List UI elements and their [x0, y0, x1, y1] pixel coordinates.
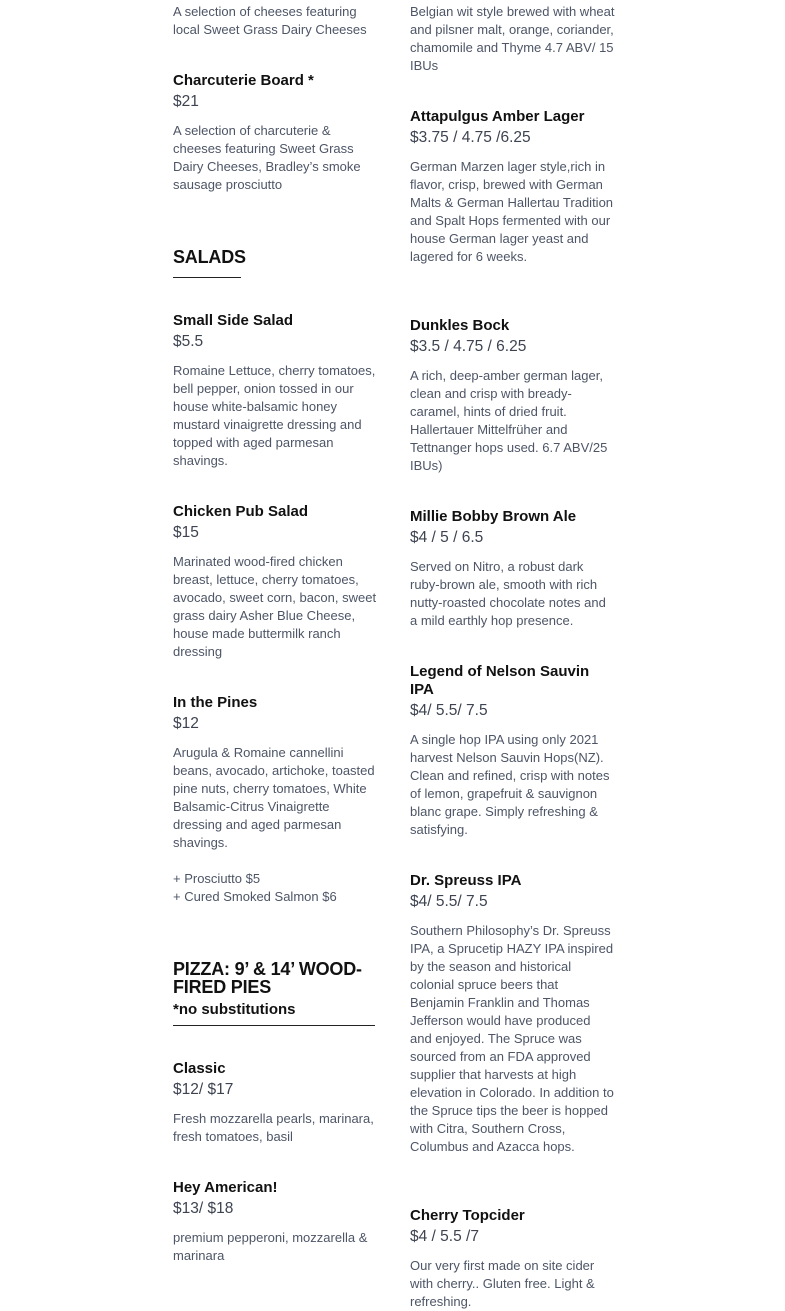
hey-american-pizza-name: Hey American! — [173, 1179, 278, 1196]
millie-bobby-brown-ale-name: Millie Bobby Brown Ale — [410, 508, 577, 525]
cherry-topcider-description: Our very first made on site cider with cherry.. Gluten free. Light & refreshing. — [410, 1258, 595, 1309]
addon-smoked-salmon: + Cured Smoked Salmon $6 — [173, 889, 337, 904]
cheese-board-description: A selection of cheeses featuring local Sweet Grass Dairy Cheeses — [173, 4, 367, 37]
chicken-pub-salad-price: $15 — [173, 524, 199, 541]
classic-pizza-description: Fresh mozzarella pearls, marinara, fresh tomatoes, basil — [173, 1111, 374, 1144]
salads-section-title: SALADS — [173, 247, 246, 267]
amber-lager-price: $3.75 / 4.75 /6.25 — [410, 129, 531, 146]
pizza-section-note: *no substitutions — [173, 1001, 296, 1018]
classic-pizza-price: $12/ $17 — [173, 1081, 234, 1098]
salads-divider — [173, 277, 241, 278]
small-side-salad-name: Small Side Salad — [173, 312, 294, 329]
pizza-divider — [173, 1025, 375, 1026]
amber-lager-description: German Marzen lager style,rich in flavor, crisp, brewed with German Malts & German Hallertau Tradition and Spalt Hops fermented with our house German lager yeast and lagered for 6 weeks. — [410, 159, 614, 264]
in-the-pines-addons — [173, 870, 378, 906]
nelson-sauvin-ipa-price: $4/ 5.5/ 7.5 — [410, 702, 488, 719]
small-side-salad-price: $5.5 — [173, 333, 204, 350]
in-the-pines-description: Arugula & Romaine cannellini beans, avocado, artichoke, toasted pine nuts, cherry tomatoes, White Balsamic-Citrus Vinaigrette dressing and aged parmesan shavings. — [173, 745, 375, 850]
small-side-salad-description: Romaine Lettuce, cherry tomatoes, bell pepper, onion tossed in our house white-balsamic honey mustard vinaigrette dressing and topped with aged parmesan shavings. — [173, 363, 376, 468]
in-the-pines-price: $12 — [173, 715, 199, 732]
pizza-section-title: PIZZA: 9’ & 14’ WOOD-FIRED PIES — [173, 959, 362, 997]
dunkles-bock-price: $3.5 / 4.75 / 6.25 — [410, 338, 527, 355]
hey-american-pizza-price: $13/ $18 — [173, 1200, 234, 1217]
addon-prosciutto: + Prosciutto $5 — [173, 871, 261, 886]
chicken-pub-salad-description: Marinated wood-fired chicken breast, lettuce, cherry tomatoes, avocado, sweet corn, bacon, sweet grass dairy Asher Blue Cheese, house made buttermilk ranch dressing — [173, 554, 377, 659]
amber-lager-name: Attapulgus Amber Lager — [410, 108, 585, 125]
dr-spreuss-ipa-name: Dr. Spreuss IPA — [410, 872, 522, 889]
classic-pizza-name: Classic — [173, 1060, 226, 1077]
belgian-wit-description: Belgian wit style brewed with wheat and pilsner malt, orange, coriander, chamomile and Thyme 4.7 ABV/ 15 IBUs — [410, 4, 615, 73]
nelson-sauvin-ipa-name: Legend of Nelson Sauvin IPA — [410, 663, 590, 698]
millie-bobby-brown-ale-description: Served on Nitro, a robust dark ruby-brown ale, smooth with rich nutty-roasted chocolate notes and a mild earthly hop presence. — [410, 559, 606, 628]
hey-american-pizza-description: premium pepperoni, mozzarella & marinara — [173, 1230, 368, 1263]
charcuterie-board-description: A selection of charcuterie & cheeses featuring Sweet Grass Dairy Cheeses, Bradley’s smoke sausage prosciutto — [173, 123, 361, 192]
dr-spreuss-ipa-description: Southern Philosophy’s Dr. Spreuss IPA, a Sprucetip HAZY IPA inspired by the season and historical colonial spruce beers that Benjamin Franklin and Thomas Jefferson would have produced and enjoyed. The Spruce was sourced from an FDA approved supplier that harvests at high elevation in Colorado. In addition to the Spruce tips the beer is hopped with Citra, Southern Cross, Columbus and Azacca hops. — [410, 923, 614, 1154]
charcuterie-board-price: $21 — [173, 93, 199, 110]
chicken-pub-salad-name: Chicken Pub Salad — [173, 503, 309, 520]
dr-spreuss-ipa-price: $4/ 5.5/ 7.5 — [410, 893, 488, 910]
millie-bobby-brown-ale-price: $4 / 5 / 6.5 — [410, 529, 484, 546]
cherry-topcider-price: $4 / 5.5 /7 — [410, 1228, 479, 1245]
cherry-topcider-name: Cherry Topcider — [410, 1207, 525, 1224]
dunkles-bock-description: A rich, deep-amber german lager, clean and crisp with bready-caramel, hints of dried fruit. Hallertauer Mittelfrüher and Tettnanger hops used. 6.7 ABV/25 IBUs) — [410, 368, 608, 473]
charcuterie-board-name: Charcuterie Board * — [173, 72, 314, 89]
dunkles-bock-name: Dunkles Bock — [410, 317, 510, 334]
nelson-sauvin-ipa-description: A single hop IPA using only 2021 harvest Nelson Sauvin Hops(NZ). Clean and refined, crisp with notes of lemon, grapefruit & sauvignon blanc grape. Simply refreshing & satisfying. — [410, 732, 610, 837]
in-the-pines-name: In the Pines — [173, 694, 258, 711]
